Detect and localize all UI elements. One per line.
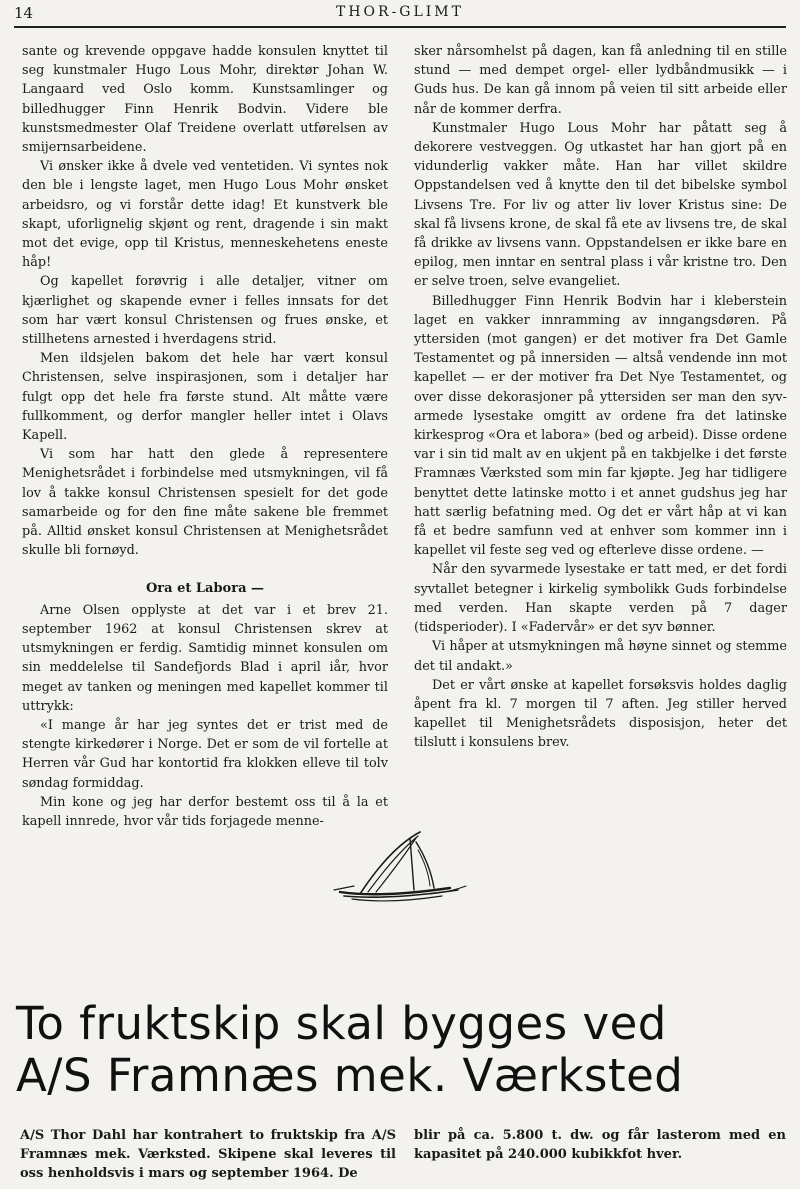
page-number: 14 xyxy=(14,4,34,22)
headline xyxy=(16,998,788,1102)
paragraph: Min kone og jeg har derfor bestemt oss til å la et kapell innrede, hvor vår tids forjagede menne- xyxy=(22,794,388,829)
paragraph: Vi håper at utsmykningen må høyne sinnet og stemme det til andakt.» xyxy=(414,639,787,674)
paragraph: Kunstmaler Hugo Lous Mohr har påtatt seg å dekorere vestveggen. Og utkastet har han gjort på en vidunderlig vakker måte. Han har villet skildre Oppstandelsen ved å knytte den til det bibelske symbol Livsens Tre. For liv og atter liv lover Kristus sine: De skal få livsens krone, de skal få ete av livsens tre, de skal få drikke av livsens vann. Oppstandelsen er ikke bare en epilog, men inntar en sentral plass i vår kristne tro. Den er selve troen, selve evangeliet. xyxy=(414,120,787,290)
sailing-ship-sketch-icon xyxy=(330,828,470,908)
page-header xyxy=(14,4,786,28)
headline-line: To fruktskip skal bygges ved xyxy=(16,997,667,1050)
paragraph: Vi som har hatt den glede å representere Menighetsrådet i forbindelse med utsmykningen, vil få lov å takke konsul Christensen spesielt for det gode samarbeide og for den fine måte sakene ble fremmet på. Alltid ønsket konsul Christensen at Menighetsrådet skulle bli fornøyd. xyxy=(22,447,388,559)
paragraph: sante og krevende oppgave hadde konsulen knyttet til seg kunstmaler Hugo Lous Mohr, direktør Johan W. Langaard ved Oslo komm. Kunstsamlinger og billedhugger Finn Henrik Bodvin. Videre ble kunstsmedmester Olaf Treidene overlatt utførelsen av smijernsarbeidene. xyxy=(22,44,388,156)
paragraph: Når den syvarmede lysestake er tatt med, er det fordi syvtallet betegner i kirkelig symbolikk Guds forbindelse med verden. Han skapte verden på 7 dager (tidsperioder). I «Fadervår» er det syv bønner. xyxy=(414,562,787,636)
paragraph: Vi ønsker ikke å dvele ved ventetiden. Vi syntes nok den ble i lengste laget, men Hugo Lous Mohr ønsket arbeidsro, og vi forstår dette idag! Et kunstverk ble skapt, uforlignelig skjønt og rent, dragende i sin makt mot det evige, opp til Kristus, menneskehetens eneste håp! xyxy=(22,159,388,271)
lead-paragraph: A/S Thor Dahl har kontrahert to fruktskip fra A/S Framnæs mek. Værksted. Skipene skal leveres til oss henholdsvis i mars og september 1964. De xyxy=(20,1128,396,1181)
paragraph: Arne Olsen opplyste at det var i et brev 21. september 1962 at konsul Christensen skrev at utsmykningen er ferdig. Samtidig minnet konsulen om sin meddelelse til Sandefjords Blad i april iår, hvor meget av tanken og meningen med kapellet kommer til uttrykk: xyxy=(22,602,388,714)
paragraph: Det er vårt ønske at kapellet forsøksvis holdes daglig åpent fra kl. 7 morgen til 7 aften. Jeg stiller herved kapellet til Menighetsrådets disposisjon, heter det tilslutt i konsulens brev. xyxy=(414,677,787,751)
section-heading: Ora et Labora — xyxy=(145,581,265,597)
lead-right-column xyxy=(414,1126,786,1164)
paragraph: Og kapellet forøvrig i alle detaljer, vitner om kjærlighet og skapende evner i felles innsats for det som har vært konsul Christensen og frues ønske, et stillhetens arnested i hverdagens strid. xyxy=(22,274,388,348)
paragraph: Billedhugger Finn Henrik Bodvin har i kleberstein laget en vakker innramming av inngangsdøren. På yttersiden (mot gangen) er det motiver fra Det Gamle Testamentet og på innersiden — altså vendende inn mot kapellet — er der motiver fra Det Nye Testamentet, og over disse dekorasjoner på yttersiden ser man den syv-armede lysestake omgitt av ordene fra det latinske kirkesprog «Ora et labora» (bed og arbeid). Disse ordene var i sin tid malt av en ukjent på en takbjelke i det første Framnæs Værksted som min far kjøpte. Jeg har tidligere benyttet dette latinske motto i et annet gudshus jeg har hatt særlig befatning med. Og det er vårt håp at vi kan få et bedre samfunn ved at enhver som kommer inn i kapellet vil feste seg ved og efterleve disse ordene. — xyxy=(414,293,787,559)
headline-line: A/S Framnæs mek. Værksted xyxy=(16,1049,684,1102)
paragraph: sker nårsomhelst på dagen, kan få anledning til en stille stund — med dempet orgel- eller lydbåndmusikk — i Guds hus. De kan gå innom på veien til sitt arbeide eller når de kommer derfra. xyxy=(414,44,787,117)
paragraph: Men ildsjelen bakom det hele har vært konsul Christensen, selve inspirasjonen, som i detaljer har fulgt opp det hele fra første stund. Alt måtte være fullkomment, og derfor mangler heller intet i Olavs Kapell. xyxy=(22,351,388,444)
running-title: THOR-GLIMT xyxy=(336,4,464,20)
article-right-column xyxy=(414,42,787,753)
lead-paragraph: blir på ca. 5.800 t. dw. og får lasterom med en kapasitet på 240.000 kubikkfot hver. xyxy=(414,1128,786,1162)
article-left-column xyxy=(22,42,388,831)
lead-left-column xyxy=(20,1126,396,1183)
paragraph: «I mange år har jeg syntes det er trist med de stengte kirkedører i Norge. Det er som de vil fortelle at Herren vår Gud har kontortid fra klokken elleve til tolv søndag formiddag. xyxy=(22,717,388,791)
